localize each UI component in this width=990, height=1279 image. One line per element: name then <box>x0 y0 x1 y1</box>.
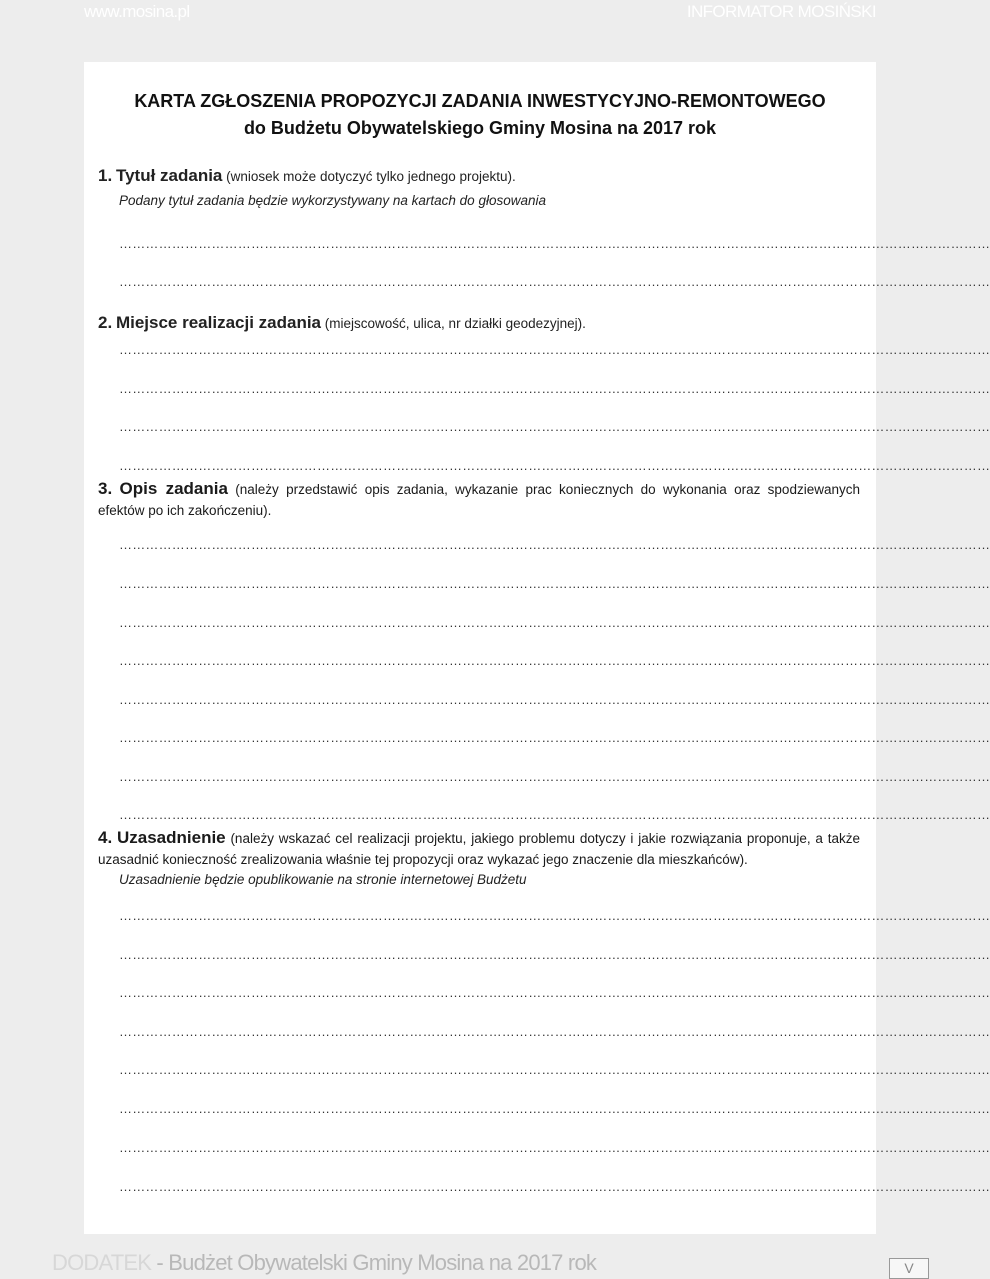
section-title: Uzasadnienie <box>116 828 226 847</box>
answer-line[interactable]: ……………………………………………………………………………………………………………………………………………………………………………… <box>119 381 990 396</box>
answer-line[interactable]: ……………………………………………………………………………………………………………………………………………………………………………… <box>119 615 990 630</box>
section-note: (miejscowość, ulica, nr działki geodezyjnej). <box>324 316 586 331</box>
answer-line[interactable]: ……………………………………………………………………………………………………………………………………………………………………………… <box>119 1062 990 1077</box>
answer-line[interactable]: ……………………………………………………………………………………………………………………………………………………………………………… <box>119 1140 990 1155</box>
form-sheet <box>84 62 990 1234</box>
footer-title <box>52 1250 596 1276</box>
answer-line[interactable]: ……………………………………………………………………………………………………………………………………………………………………………… <box>119 908 990 923</box>
form-subtitle: do Budżetu Obywatelskiego Gminy Mosina na 2017 rok <box>243 118 717 138</box>
section-note: (należy wskazać cel realizacji projektu, jakiego problemu dotyczy i jakie rozwiązania proponuje, a także uzasadnić konieczność zrealizowania właśnie tej propozycji oraz wykazać jego znaczenie dla mieszkańców). <box>98 831 860 867</box>
answer-line[interactable]: ……………………………………………………………………………………………………………………………………………………………………………… <box>119 769 990 784</box>
footer-separator: - <box>151 1250 169 1275</box>
answer-line[interactable]: ……………………………………………………………………………………………………………………………………………………………………………… <box>119 807 990 822</box>
answer-line[interactable]: ……………………………………………………………………………………………………………………………………………………………………………… <box>119 730 990 745</box>
form-title: KARTA ZGŁOSZENIA PROPOZYCJI ZADANIA INWESTYCYJNO-REMONTOWEGO <box>134 91 826 111</box>
section-number: 3. <box>98 479 113 498</box>
section-note: (należy przedstawić opis zadania, wykazanie prac koniecznych do wykonania oraz spodziewanych efektów po ich zakończeniu). <box>98 482 860 518</box>
answer-line[interactable]: ……………………………………………………………………………………………………………………………………………………………………………… <box>119 419 990 434</box>
answer-line[interactable]: ……………………………………………………………………………………………………………………………………………………………………………… <box>119 947 990 962</box>
section-note: (wniosek może dotyczyć tylko jednego projektu). <box>226 169 516 184</box>
section-number: 4. <box>98 828 113 847</box>
answer-line[interactable]: ……………………………………………………………………………………………………………………………………………………………………………… <box>119 985 990 1000</box>
page-number: V <box>889 1258 929 1279</box>
answer-line[interactable]: ……………………………………………………………………………………………………………………………………………………………………………… <box>119 1179 990 1194</box>
section-4-heading <box>98 827 860 870</box>
header-url: www.mosina.pl <box>84 2 190 21</box>
section-4-subnote: Uzasadnienie będzie opublikowanie na stronie internetowej Budżetu <box>119 872 527 887</box>
answer-line[interactable]: ……………………………………………………………………………………………………………………………………………………………………………… <box>119 1101 990 1116</box>
footer-brand: DODATEK <box>52 1250 152 1275</box>
answer-line[interactable]: ……………………………………………………………………………………………………………………………………………………………………………… <box>119 236 990 251</box>
section-title: Opis zadania <box>119 479 228 498</box>
footer-text: Budżet Obywatelski Gminy Mosina na 2017 rok <box>168 1250 597 1275</box>
answer-line[interactable]: ……………………………………………………………………………………………………………………………………………………………………………… <box>119 458 990 473</box>
section-title: Miejsce realizacji zadania <box>115 313 322 332</box>
section-2-heading <box>98 312 586 335</box>
section-number: 1. <box>98 166 113 185</box>
answer-line[interactable]: ……………………………………………………………………………………………………………………………………………………………………………… <box>119 1024 990 1039</box>
header-publication: INFORMATOR MOSIŃSKI <box>686 2 876 21</box>
answer-line[interactable]: ……………………………………………………………………………………………………………………………………………………………………………… <box>119 692 990 707</box>
answer-line[interactable]: ……………………………………………………………………………………………………………………………………………………………………………… <box>119 537 990 552</box>
section-1-subnote: Podany tytuł zadania będzie wykorzystywany na kartach do głosowania <box>119 193 546 208</box>
answer-line[interactable]: ……………………………………………………………………………………………………………………………………………………………………………… <box>119 576 990 591</box>
section-3-heading <box>98 478 860 521</box>
answer-line[interactable]: ……………………………………………………………………………………………………………………………………………………………………………… <box>119 342 990 357</box>
section-number: 2. <box>98 313 113 332</box>
answer-line[interactable]: ……………………………………………………………………………………………………………………………………………………………………………… <box>119 653 990 668</box>
answer-line[interactable]: ……………………………………………………………………………………………………………………………………………………………………………… <box>119 274 990 289</box>
section-title: Tytuł zadania <box>115 166 223 185</box>
section-1-heading <box>98 165 516 188</box>
